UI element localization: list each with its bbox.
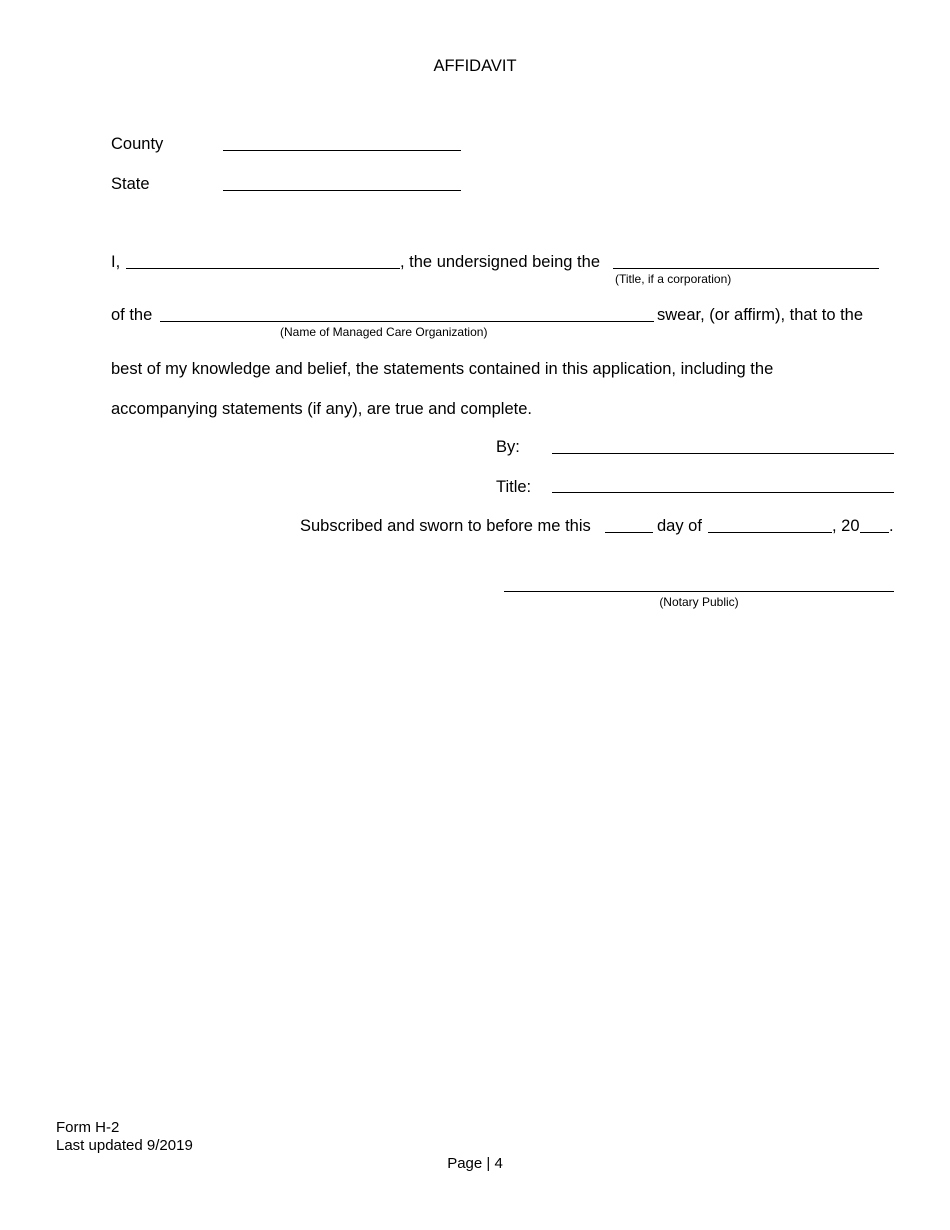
statement-line-3: best of my knowledge and belief, the statements contained in this application, including the xyxy=(111,360,774,378)
county-label: County xyxy=(111,135,164,153)
title-caption: (Title, if a corporation) xyxy=(615,272,732,286)
by-label: By: xyxy=(496,438,520,456)
notary-caption: (Notary Public) xyxy=(659,595,739,609)
page-title: AFFIDAVIT xyxy=(433,57,517,75)
swear-text: swear, (or affirm), that to the xyxy=(657,306,864,324)
of-the-label: of the xyxy=(111,306,153,324)
month-field[interactable] xyxy=(708,532,832,533)
subscribed-text: Subscribed and sworn to before me this xyxy=(300,517,591,535)
undersigned-text: , the undersigned being the xyxy=(400,253,600,271)
affiant-name-field[interactable] xyxy=(126,268,400,269)
page-number: Page | 4 xyxy=(447,1155,503,1172)
day-of-text: day of xyxy=(657,517,702,535)
form-id: Form H-2 xyxy=(56,1119,120,1136)
by-signature-field[interactable] xyxy=(552,453,894,454)
affiant-title-field[interactable] xyxy=(613,268,879,269)
i-label: I, xyxy=(111,253,121,271)
state-field[interactable] xyxy=(223,190,461,191)
mco-caption: (Name of Managed Care Organization) xyxy=(280,325,488,339)
statement-line-4: accompanying statements (if any), are true and complete. xyxy=(111,400,532,418)
period-text: . xyxy=(889,517,894,535)
year-prefix-text: , 20 xyxy=(832,517,860,535)
state-label: State xyxy=(111,175,150,193)
county-field[interactable] xyxy=(223,150,461,151)
last-updated: Last updated 9/2019 xyxy=(56,1137,193,1154)
mco-name-field[interactable] xyxy=(160,321,654,322)
signer-title-field[interactable] xyxy=(552,492,894,493)
year-field[interactable] xyxy=(860,532,889,533)
signer-title-label: Title: xyxy=(496,478,532,496)
notary-signature-field[interactable] xyxy=(504,591,894,592)
day-field[interactable] xyxy=(605,532,653,533)
